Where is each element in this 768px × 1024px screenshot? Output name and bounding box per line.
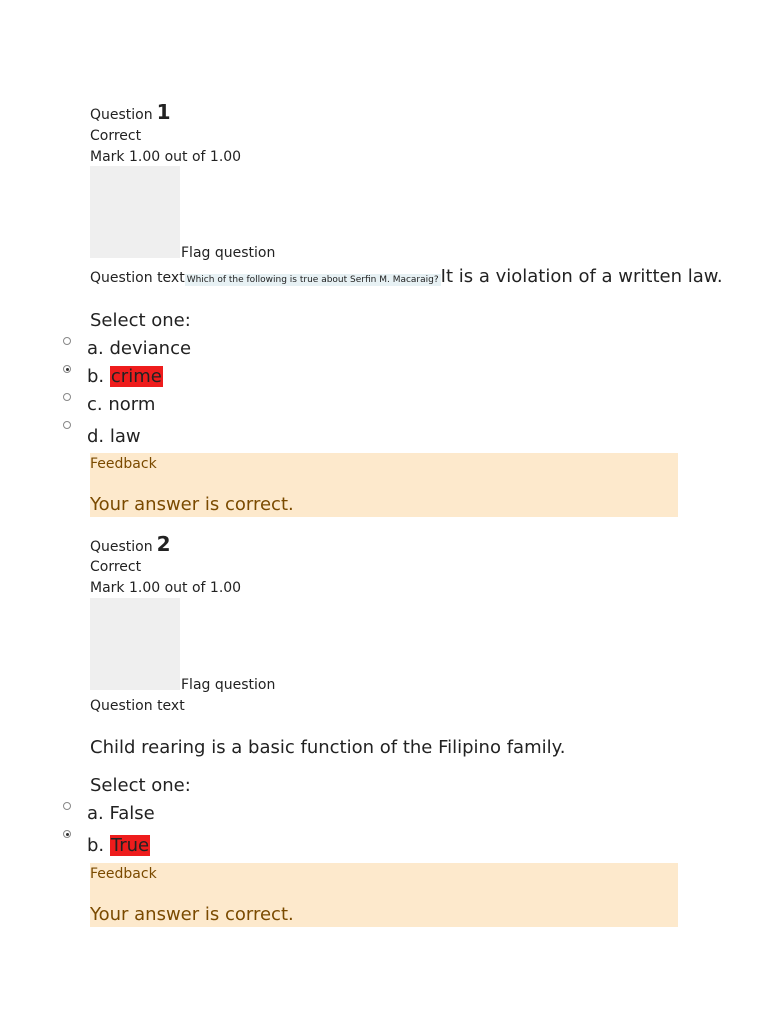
option-prefix: c.	[87, 394, 103, 415]
flag-icon[interactable]	[90, 598, 180, 690]
select-one-label: Select one:	[90, 775, 191, 796]
option-radio-b[interactable]	[63, 830, 71, 838]
question-mark: Mark 1.00 out of 1.00	[90, 149, 242, 165]
flag-question-link[interactable]: Flag question	[181, 677, 276, 693]
option-text-selected: crime	[110, 366, 162, 387]
question-text: It is a violation of a written law.	[440, 266, 723, 287]
question-label: Question	[90, 539, 153, 555]
feedback-label: Feedback	[90, 866, 157, 882]
flag-icon[interactable]	[90, 166, 180, 258]
question-text: Child rearing is a basic function of the Filipino family.	[90, 737, 566, 758]
option-prefix: b.	[87, 366, 105, 387]
option-b[interactable]	[87, 366, 163, 388]
question-status: Correct	[90, 128, 142, 144]
option-d[interactable]	[87, 426, 141, 448]
question-text-row	[90, 266, 723, 288]
option-radio-b[interactable]	[63, 365, 71, 373]
feedback-box	[90, 863, 678, 927]
feedback-box	[90, 453, 678, 517]
flag-question-link[interactable]: Flag question	[181, 245, 276, 261]
option-prefix: b.	[87, 835, 105, 856]
option-text: deviance	[109, 338, 192, 359]
option-prefix: d.	[87, 426, 105, 447]
select-one-label: Select one:	[90, 310, 191, 331]
question-text-label: Question text	[90, 698, 185, 714]
question-number: 2	[156, 532, 171, 556]
question-label: Question	[90, 107, 153, 123]
option-text: False	[109, 803, 155, 824]
question-number: 1	[156, 100, 171, 124]
option-a[interactable]	[87, 338, 191, 360]
question-1-header	[90, 100, 171, 124]
option-radio-c[interactable]	[63, 393, 71, 401]
option-prefix: a.	[87, 803, 104, 824]
feedback-text: Your answer is correct.	[90, 904, 294, 925]
option-radio-a[interactable]	[63, 337, 71, 345]
option-text-selected: True	[110, 835, 150, 856]
option-b[interactable]	[87, 835, 150, 857]
option-radio-a[interactable]	[63, 802, 71, 810]
feedback-text: Your answer is correct.	[90, 494, 294, 515]
option-c[interactable]	[87, 394, 155, 416]
option-text: law	[109, 426, 141, 447]
option-prefix: a.	[87, 338, 104, 359]
question-2-header	[90, 532, 171, 556]
question-text-label: Question text	[90, 270, 185, 286]
question-inline-text: Which of the following is true about Serfin M. Macaraig?	[186, 275, 439, 285]
option-a[interactable]	[87, 803, 155, 825]
question-status: Correct	[90, 559, 142, 575]
question-mark: Mark 1.00 out of 1.00	[90, 580, 242, 596]
option-text: norm	[108, 394, 156, 415]
feedback-label: Feedback	[90, 456, 157, 472]
option-radio-d[interactable]	[63, 421, 71, 429]
